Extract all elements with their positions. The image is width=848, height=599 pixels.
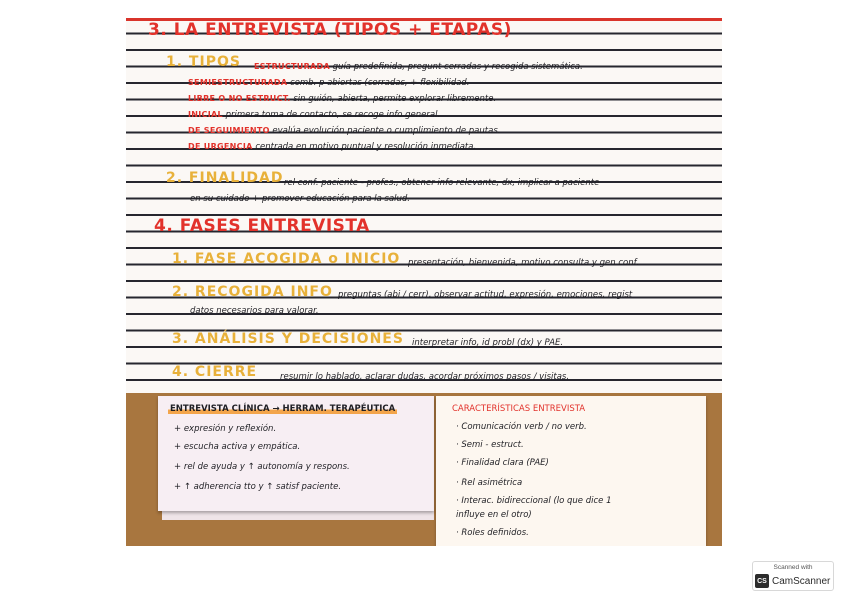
note-right-item: · Finalidad clara (PAE) (456, 458, 549, 468)
section-4-title: 4. FASES ENTREVISTA (154, 216, 370, 236)
tipo-term: SEMIESTRUCTURADA (188, 78, 288, 87)
tipo-row (188, 78, 469, 88)
section-3-title: 3. LA ENTREVISTA (TIPOS + ETAPAS) (148, 20, 512, 40)
tipo-term: INICIAL (188, 110, 223, 119)
tipo-row (188, 126, 500, 136)
note-right-item: · Semi - estruct. (456, 440, 524, 450)
badge-brand-row (755, 574, 830, 588)
tipos-heading: 1. TIPOS (166, 54, 241, 70)
note-left-title (168, 404, 397, 414)
camscanner-badge (752, 561, 834, 591)
tipo-desc: evalúa evolución paciente o cumplimiento de pautas. (272, 126, 501, 136)
note-right-item: influye en el otro) (456, 510, 532, 520)
note-left-item: + rel de ayuda y ↑ autonomía y respons. (174, 462, 350, 472)
sticky-note-right (436, 396, 706, 546)
tipo-desc: primera toma de contacto, se recoge info general. (225, 110, 441, 120)
tipo-term: DE URGENCIA (188, 142, 253, 151)
tipo-desc: sin guión, abierta, permite explorar libremente. (293, 94, 497, 104)
note-left-item: + ↑ adherencia tto y ↑ satisf paciente. (174, 482, 342, 492)
note-right-item: · Comunicación verb / no verb. (456, 422, 587, 432)
tipo-desc: guía predefinida, pregunt cerradas y recogida sistemática. (332, 62, 583, 72)
note-left-item: + escucha activa y empática. (174, 442, 301, 452)
notebook-page (126, 18, 722, 393)
finalidad-line: rel conf. paciente - profes., obtener info relevante, dx, implicar a paciente (284, 178, 600, 188)
fase-line: datos necesarios para valorar. (190, 306, 319, 316)
tipo-desc: centrada en motivo puntual y resolución inmediata. (255, 142, 477, 152)
fase-heading: 2. RECOGIDA INFO (172, 284, 333, 300)
fase-line: preguntas (abi / cerr), observar actitud, expresión, emociones, regist (338, 290, 633, 300)
tipo-term: ESTRUCTURADA (254, 62, 330, 71)
finalidad-line: en su cuidado + promover educación para la salud. (190, 194, 410, 204)
note-right-item: · Interac. bidireccional (lo que dice 1 (456, 496, 612, 506)
note-right-item: · Rel asimétrica (456, 478, 523, 488)
camscanner-logo-icon: CS (755, 574, 769, 588)
fase-heading: 3. ANÁLISIS Y DECISIONES (172, 331, 404, 347)
tipo-term: DE SEGUIMIENTO (188, 126, 270, 135)
tipo-row (188, 110, 440, 120)
note-left-title-text: ENTREVISTA CLÍNICA → HERRAM. TERAPÉUTICA (170, 404, 396, 414)
badge-brand: CamScanner (772, 575, 831, 587)
fase-line: presentación, bienvenida, motivo consulta y gen conf. (408, 258, 640, 268)
finalidad-heading: 2. FINALIDAD (166, 170, 284, 186)
tipo-row (254, 62, 583, 72)
tipo-desc: comb. p abiertas (cerradas, + flexibilidad. (290, 78, 470, 88)
fase-line: interpretar info, id probl (dx) y PAE. (412, 338, 564, 348)
note-left-item: + expresión y reflexión. (174, 424, 277, 434)
note-right-item: · Roles definidos. (456, 528, 529, 538)
tipo-row (188, 94, 496, 104)
sticky-note-left (158, 396, 434, 511)
fase-line: resumir lo hablado, aclarar dudas, acordar próximos pasos / visitas. (280, 372, 570, 382)
note-right-title: CARACTERÍSTICAS ENTREVISTA (452, 404, 586, 414)
badge-caption: Scanned with (773, 564, 813, 571)
fase-heading: 4. CIERRE (172, 364, 258, 380)
fase-heading: 1. FASE ACOGIDA o INICIO (172, 251, 401, 267)
tipo-row (188, 142, 476, 152)
scanned-photo (126, 18, 722, 546)
tipo-term: LIBRE O NO ESTRUCT. (188, 94, 291, 103)
